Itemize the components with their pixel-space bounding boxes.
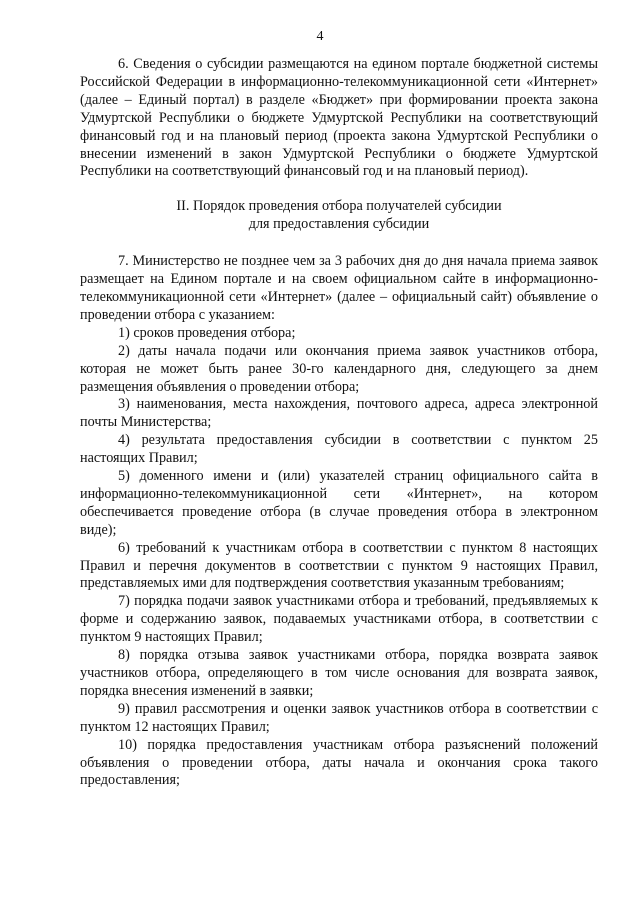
paragraph-6: 6. Сведения о субсидии размещаются на едином портале бюджетной системы Российской Федерации в информационно-телекоммуникационной сети «Интернет» (далее – Единый портал) в разделе «Бюджет» при формировании проекта закона Удмуртской Республики о бюджете Удмуртской Республики на соответствующий финансовый год и на плановый период (проекта закона Удмуртской Республики о внесении изменений в закон Удмуртской Республики о бюджете Удмуртской Республики на соответствующий финансовый год и на плановый период). [80,56,598,180]
section-heading-line-2: для предоставления субсидии [248,216,430,233]
document-body [80,56,598,790]
list-item-4: 4) результата предоставления субсидии в соответствии с пунктом 25 настоящих Правил; [80,432,598,467]
list-item-10: 10) порядка предоставления участникам отбора разъяснений положений объявления о проведении отбора, даты начала и окончания срока такого предоставления; [80,736,598,789]
list-item-7: 7) порядка подачи заявок участниками отбора и требований, предъявляемых к форме и содержанию заявок, подаваемых участниками отбора, в соответствии с пунктом 9 настоящих Правил; [80,593,598,646]
list-item-2: 2) даты начала подачи или окончания приема заявок участников отбора, которая не может быть ранее 30-го календарного дня, следующего за днем размещения объявления о проведении отбора; [80,342,598,395]
paragraph-7: 7. Министерство не позднее чем за 3 рабочих дня до дня начала приема заявок размещает на Едином портале и на своем официальном сайте в информационно-телекоммуникационной сети «Интернет» (далее – официальный сайт) объявление о проведении отбора с указанием: [80,253,598,323]
page-number: 4 [316,29,324,44]
list-item-6: 6) требований к участникам отбора в соответствии с пунктом 8 настоящих Правил и перечня документов в соответствии с пунктом 9 настоящих Правил, представляемых ими для подтверждения соответствия указанным требованиям; [80,539,598,592]
list-item-1: 1) сроков проведения отбора; [118,324,296,341]
list-item-8: 8) порядка отзыва заявок участниками отбора, порядка возврата заявок участников отбора, определяющего в том числе основания для возврата заявок, порядка внесения изменений в заявки; [80,647,598,699]
section-heading [80,198,598,234]
list-item-9: 9) правил рассмотрения и оценки заявок участников отбора в соответствии с пунктом 12 настоящих Правил; [80,700,598,735]
list-item-5: 5) доменного имени и (или) указателей страниц официального сайта в информационно-телекоммуникационной сети «Интернет», на котором обеспечивается проведение отбора (в случае проведения отбора в электронном виде); [80,468,598,538]
section-heading-line-1: II. Порядок проведения отбора получателей субсидии [176,198,502,215]
list-item-3: 3) наименования, места нахождения, почтового адреса, адреса электронной почты Министерства; [80,396,598,431]
